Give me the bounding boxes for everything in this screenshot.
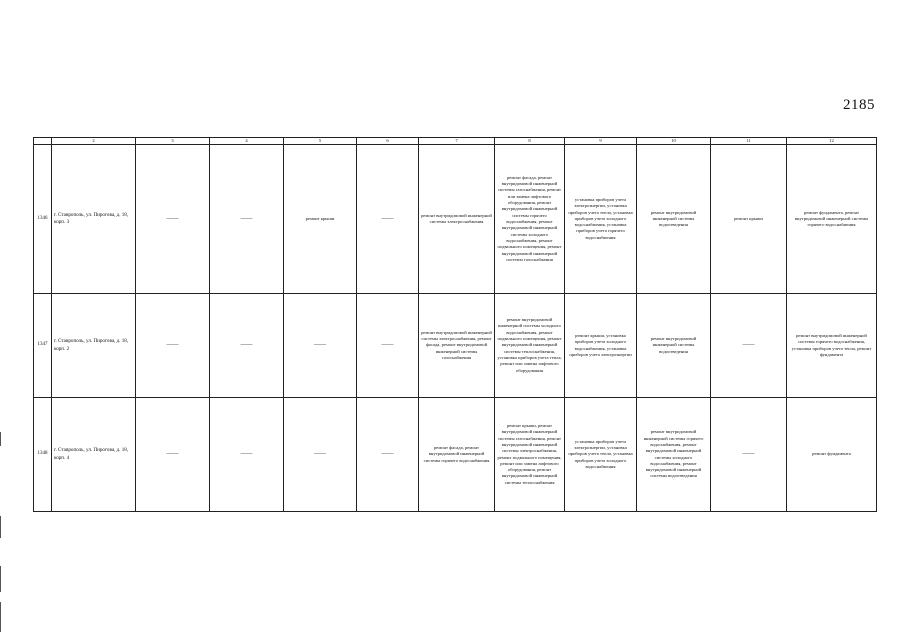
column-header: 6 [357,138,419,145]
scan-edge-mark [0,516,1,538]
table-cell: ремонт фундамента, ремонт внутридомовой инженерной системы горячего водоснабжения [787,145,877,294]
scan-edge-mark [0,602,1,632]
table-cell: ремонт крыши, ремонт внутридомовой инженерной системы газоснабжения, ремонт внутридомовой инженерной системы электроснабжения, ремонт подвального помещения, ремонт или замена лифтового оборудования, ремонт внутридомовой инженерной системы теплоснабжения [495,398,565,512]
column-header: 11 [711,138,787,145]
table-cell: установка приборов учета электроэнергии, установка приборов учета тепла, установка приборов учета холодного водоснабжения [565,398,637,512]
column-header: 7 [419,138,495,145]
address-cell: г. Ставрополь, ул. Пирогова, д. 18, корп. 3 [52,145,136,294]
table-cell: ремонт фасада, ремонт внутридомовой инженерной системы горячего водоснабжения [419,398,495,512]
table-cell: установка приборов учета электроэнергии, установка приборов учета тепла, установка приборов учета холодного водоснабжения, установка приборов учета горячего водоснабжения [565,145,637,294]
column-header: 2 [52,138,136,145]
table-cell: —— [357,398,419,512]
table-row [34,145,877,294]
column-number-row [34,138,877,145]
table-cell: —— [711,294,787,398]
table-cell: —— [711,398,787,512]
table-cell: ремонт внутридомовой инженерной системы горячего водоснабжения, ремонт внутридомовой инженерной системы холодного водоснабжения, ремонт внутридомовой инженерной системы водоотведения [637,398,711,512]
column-header: 5 [284,138,357,145]
row-number-cell: 1348 [34,398,52,512]
table-cell: ремонт внутридомовой инженерной системы водоотведения [637,294,711,398]
column-header: 4 [210,138,284,145]
table-cell: —— [210,294,284,398]
table-cell: —— [136,294,210,398]
table-cell: ремонт внутридомовой инженерной системы холодного водоснабжения, ремонт подвального помещения, ремонт внутридомовой инженерной системы теплоснабжения, установка приборов учета тепла, ремонт или замена лифтового оборудования [495,294,565,398]
page-number: 2185 [843,97,875,113]
address-cell: г. Ставрополь, ул. Пирогова, д. 18, корп. 2 [52,294,136,398]
repair-schedule-table [33,137,877,512]
table-cell: —— [357,294,419,398]
table-cell: ремонт крыши [284,145,357,294]
row-number-cell: 1347 [34,294,52,398]
table-cell: ремонт фундамента [787,398,877,512]
table-cell: ремонт фасада, ремонт внутридомовой инженерной системы газоснабжения, ремонт или замена лифтового оборудования, ремонт внутридомовой инженерной системы горячего водоснабжения, ремонт внутридомовой инженерной системы холодного водоснабжения, ремонт подвального помещения, ремонт внутридомовой инженерной системы газоснабжения [495,145,565,294]
column-header: 3 [136,138,210,145]
table-row [34,294,877,398]
column-header: 9 [565,138,637,145]
table-cell: ремонт внутридомовой инженерной системы электроснабжения [419,145,495,294]
table-cell: ремонт внутридомовой инженерной системы водоотведения [637,145,711,294]
table-cell: —— [210,145,284,294]
table-cell: —— [357,145,419,294]
table-cell: ремонт внутридомовой инженерной системы горячего водоснабжения, установка приборов учета тепла, ремонт фундамента [787,294,877,398]
table-cell: ремонт крыши, установка приборов учета холодного водоснабжения, установка приборов учета электроэнергии [565,294,637,398]
scan-edge-mark [0,566,1,592]
table-cell: —— [136,398,210,512]
column-header: 8 [495,138,565,145]
column-header [34,138,52,145]
table-cell: —— [210,398,284,512]
scan-edge-mark [0,432,1,446]
column-header: 10 [637,138,711,145]
table-cell: —— [284,294,357,398]
column-header: 12 [787,138,877,145]
address-cell: г. Ставрополь, ул. Пирогова, д. 18, корп. 4 [52,398,136,512]
table-row [34,398,877,512]
table-cell: ремонт крыши [711,145,787,294]
row-number-cell: 1346 [34,145,52,294]
table-cell: —— [136,145,210,294]
table-cell: —— [284,398,357,512]
table-cell: ремонт внутридомовой инженерной системы электроснабжения, ремонт фасада, ремонт внутридомовой инженерной системы газоснабжения [419,294,495,398]
